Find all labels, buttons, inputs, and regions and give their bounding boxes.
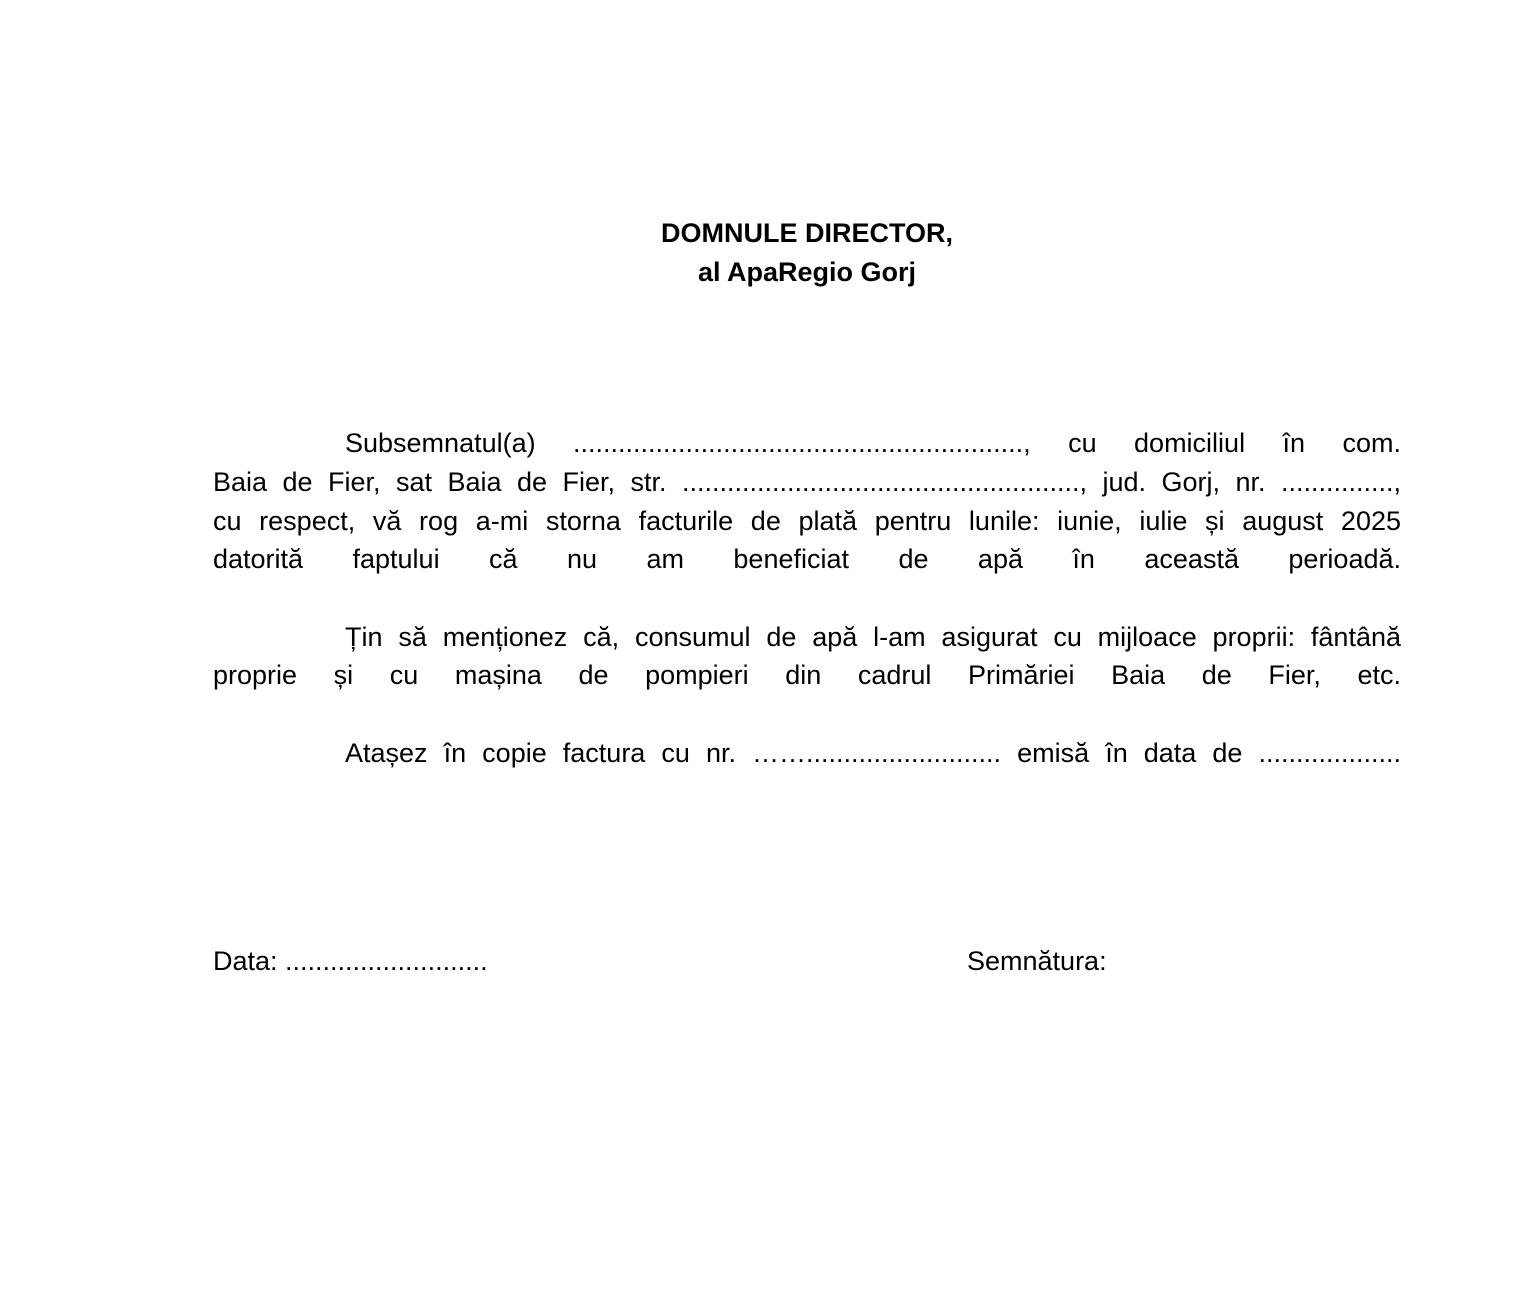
paragraph-line: cu respect, vă rog a-mi storna facturile de plată pentru lunile: iunie, iulie și august 2025 bbox=[213, 506, 1401, 536]
paragraph-line: Subsemnatul(a) ............................................................, cu domiciliul în com. bbox=[345, 428, 1401, 458]
addressee-title: DOMNULE DIRECTOR, bbox=[660, 218, 953, 248]
paragraph-line: datorită faptului că nu am beneficiat de apă în această perioadă. bbox=[213, 544, 1401, 574]
letter-header bbox=[0, 214, 1528, 292]
paragraph-line: Baia de Fier, sat Baia de Fier, str. ....................................................., jud. Gorj, nr. ..............., bbox=[213, 467, 1401, 497]
paragraph-line: Țin să menționez că, consumul de apă l-am asigurat cu mijloace proprii: fântână bbox=[345, 622, 1401, 652]
paragraph-line: Atașez în copie factura cu nr. …….......................... emisă în data de ................... bbox=[345, 738, 1401, 768]
date-field: Data: ........................... bbox=[213, 946, 488, 976]
addressee-institution: al ApaRegio Gorj bbox=[697, 257, 917, 287]
signature-field: Semnătura: bbox=[967, 946, 1107, 976]
paragraph-line: proprie și cu mașina de pompieri din cadrul Primăriei Baia de Fier, etc. bbox=[213, 660, 1401, 690]
